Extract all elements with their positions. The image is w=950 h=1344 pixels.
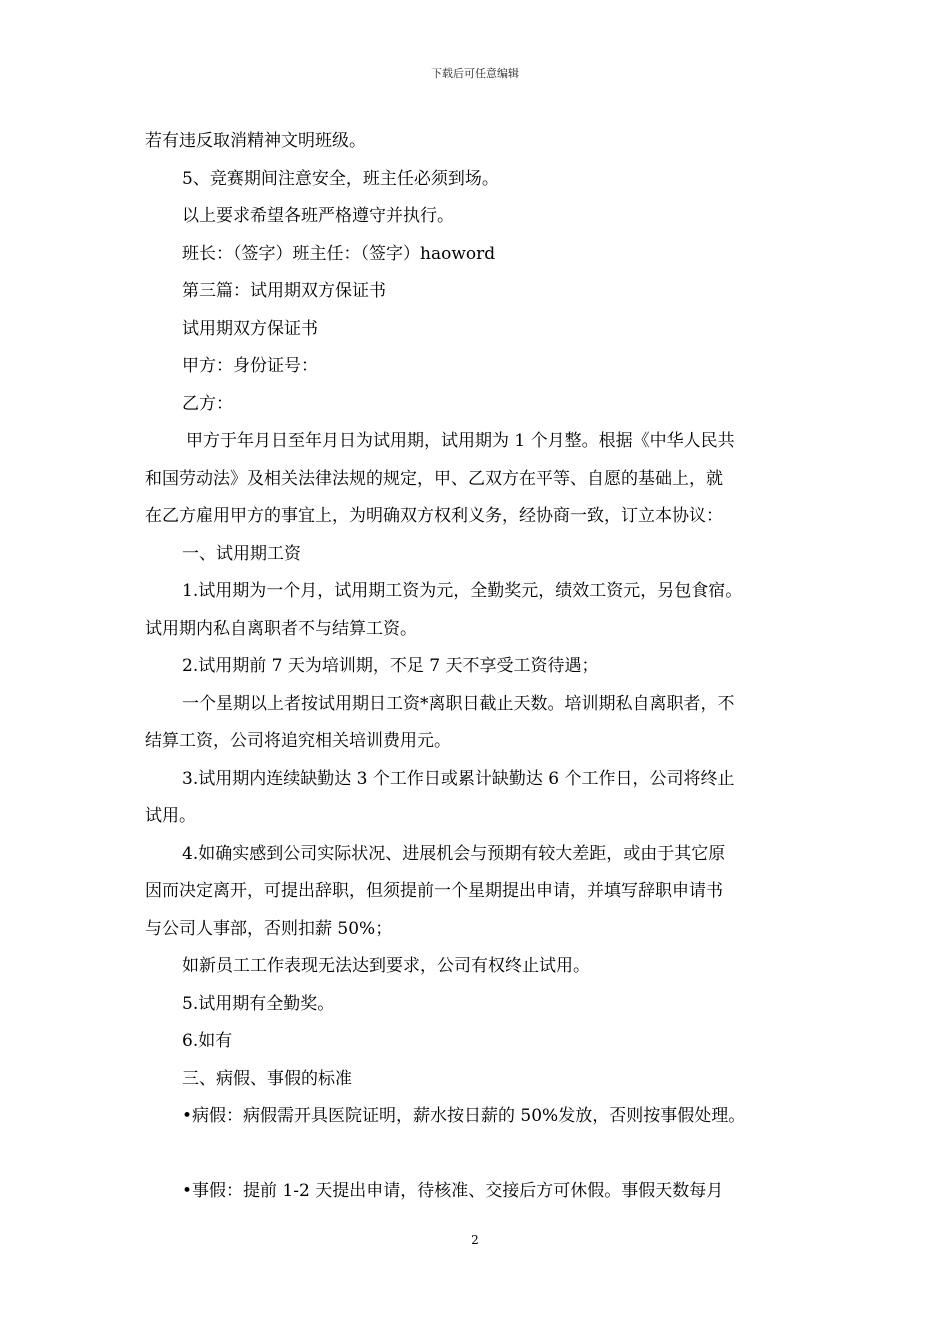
paragraph-line: 5.试用期有全勤奖。	[182, 993, 335, 1014]
bullet-item: •病假：病假需开具医院证明，薪水按日薪的 50%发放，否则按事假处理。	[182, 1106, 746, 1126]
paragraph-line: 5、竞赛期间注意安全，班主任必须到场。	[182, 168, 499, 189]
page-header: 下载后可任意编辑	[431, 67, 519, 80]
section-title: 第三篇：试用期双方保证书	[182, 281, 386, 301]
paragraph-line: 2.试用期前 7 天为培训期，不足 7 天不享受工资待遇；	[182, 656, 599, 676]
paragraph-line: 和国劳动法》及相关法律法规的规定，甲、乙双方在平等、自愿的基础上，就	[145, 468, 723, 489]
blank-line	[145, 1136, 825, 1174]
paragraph-line: 试用期内私自离职者不与结算工资。	[145, 618, 417, 639]
paragraph-line: 若有违反取消精神文明班级。	[145, 131, 366, 151]
paragraph-line: 4.如确实感到公司实际状况、进展机会与预期有较大差距，或由于其它原	[182, 843, 726, 864]
paragraph-line: 甲方于年月日至年月日为试用期，试用期为 1 个月整。根据《中华人民共	[186, 431, 735, 451]
signature-line: 班长：（签字）班主任：（签字）haoword	[182, 243, 496, 264]
paragraph-line: 试用。	[145, 806, 196, 826]
party-b-line: 乙方：	[182, 393, 233, 414]
paragraph-line: 一个星期以上者按试用期日工资*离职日截止天数。培训期私自离职者，不	[182, 693, 735, 714]
page-number: 2	[471, 1233, 479, 1247]
party-a-line: 甲方：身份证号：	[182, 356, 318, 376]
paragraph-line: 以上要求希望各班严格遵守并执行。	[182, 206, 454, 226]
section-heading: 三、病假、事假的标准	[182, 1068, 352, 1089]
paragraph-line: 因而决定离开，可提出辞职，但须提前一个星期提出申请，并填写辞职申请书	[145, 881, 723, 901]
paragraph-line: 6.如有	[182, 1031, 233, 1051]
document-body	[145, 123, 825, 1211]
document-title: 试用期双方保证书	[182, 318, 318, 339]
paragraph-line: 结算工资，公司将追究相关培训费用元。	[145, 731, 451, 751]
paragraph-line: 与公司人事部，否则扣薪 50%；	[145, 918, 393, 939]
paragraph-line: 1.试用期为一个月，试用期工资为元，全勤奖元，绩效工资元，另包食宿。	[182, 581, 743, 601]
bullet-item: •事假：提前 1-2 天提出申请，待核准、交接后方可休假。事假天数每月	[182, 1181, 724, 1201]
paragraph-line: 3.试用期内连续缺勤达 3 个工作日或累计缺勤达 6 个工作日，公司将终止	[182, 768, 735, 789]
paragraph-line: 在乙方雇用甲方的事宜上，为明确双方权利义务，经协商一致，订立本协议：	[145, 506, 723, 526]
section-heading: 一、试用期工资	[182, 543, 301, 564]
paragraph-line: 如新员工工作表现无法达到要求，公司有权终止试用。	[182, 956, 590, 976]
